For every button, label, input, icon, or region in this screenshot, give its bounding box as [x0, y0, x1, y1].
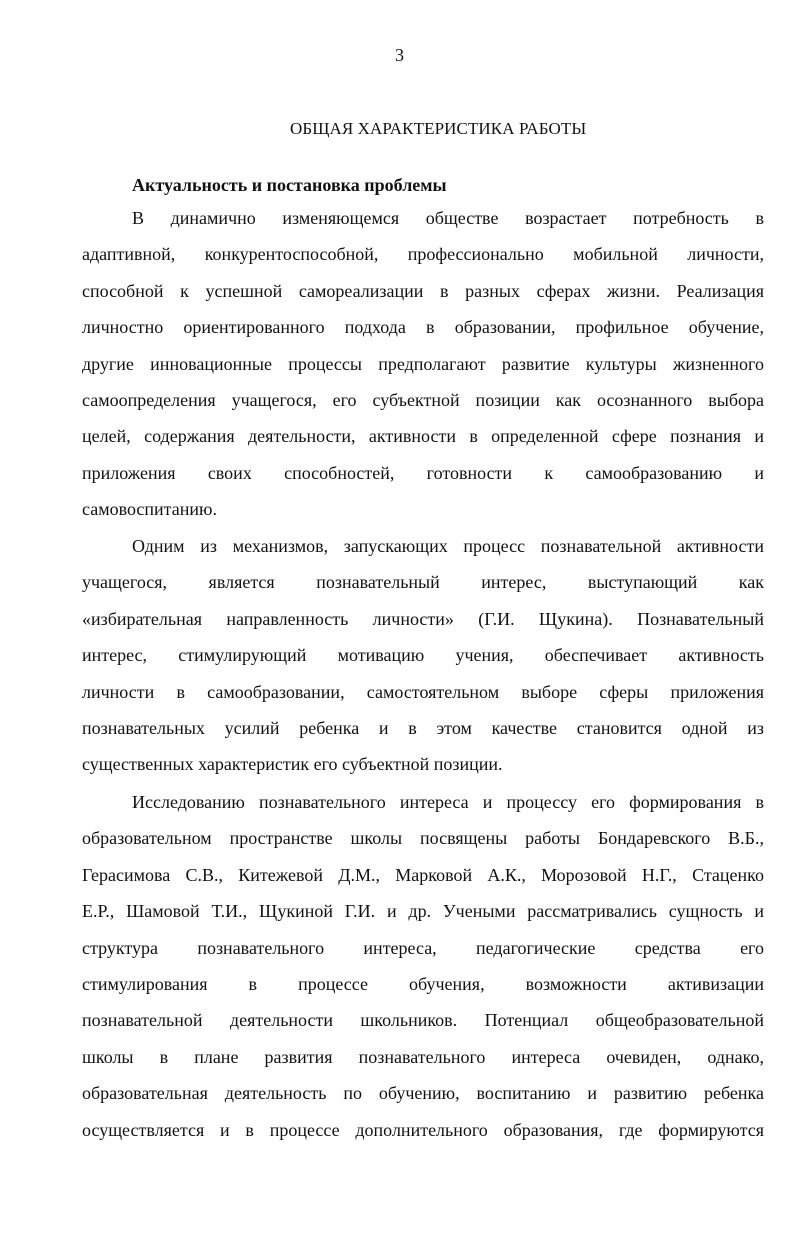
paragraph-3 — [82, 784, 764, 1148]
paragraph-2-line-3: «избирательная направленность личности» (Г.И. Щукина). Познавательный — [82, 608, 764, 629]
paragraph-1-line-6: самоопределения учащегося, его субъектной позиции как осознанного выбора — [82, 390, 764, 411]
paragraph-3-line-7: познавательной деятельности школьников. Потенциал общеобразовательной — [82, 1010, 764, 1031]
paragraph-1-line-1: В динамично изменяющемся обществе возрастает потребность в — [132, 208, 764, 228]
paragraph-3-line-6: стимулирования в процессе обучения, возможности активизации — [82, 974, 764, 995]
paragraph-1-line-4: личностно ориентированного подхода в образовании, профильное обучение, — [82, 317, 764, 338]
paragraph-2-line-4: интерес, стимулирующий мотивацию учения, обеспечивает активность — [82, 645, 764, 666]
paragraph-3-line-3: Герасимова С.В., Китежевой Д.М., Марковой А.К., Морозовой Н.Г., Стаценко — [82, 864, 764, 885]
paragraph-3-line-5: структура познавательного интереса, педагогические средства его — [82, 937, 764, 958]
section-title: ОБЩАЯ ХАРАКТЕРИСТИКА РАБОТЫ — [290, 119, 587, 138]
paragraph-2-line-1: Одним из механизмов, запускающих процесс познавательной активности — [132, 536, 764, 556]
paragraph-3-line-1: Исследованию познавательного интереса и процессу его формирования в — [132, 792, 764, 812]
paragraph-3-line-8: школы в плане развития познавательного интереса очевиден, однако, — [82, 1046, 764, 1067]
paragraph-2 — [82, 528, 764, 783]
paragraph-1-line-5: другие инновационные процессы предполагают развитие культуры жизненного — [82, 353, 764, 374]
paragraph-2-line-2: учащегося, является познавательный интерес, выступающий как — [82, 572, 764, 593]
paragraph-3-line-2: образовательном пространстве школы посвящены работы Бондаревского В.Б., — [82, 828, 764, 849]
paragraph-3-line-10: осуществляется и в процессе дополнительного образования, где формируются — [82, 1119, 764, 1140]
paragraph-2-line-7: существенных характеристик его субъектной позиции. — [82, 754, 503, 775]
paragraph-1-line-8: приложения своих способностей, готовности к самообразованию и — [82, 462, 764, 483]
paragraph-1-line-2: адаптивной, конкурентоспособной, профессионально мобильной личности, — [82, 244, 764, 265]
paragraph-2-line-5: личности в самообразовании, самостоятельном выборе сферы приложения — [82, 681, 764, 702]
paragraph-3-line-9: образовательная деятельность по обучению, воспитанию и развитию ребенка — [82, 1083, 764, 1104]
paragraph-1-line-7: целей, содержания деятельности, активности в определенной сфере познания и — [82, 426, 764, 447]
paragraph-1-line-9: самовоспитанию. — [82, 499, 217, 520]
paragraph-2-line-6: познавательных усилий ребенка и в этом качестве становится одной из — [82, 718, 764, 739]
page-number: 3 — [395, 45, 404, 65]
subsection-heading: Актуальность и постановка проблемы — [132, 175, 447, 195]
paragraph-3-line-4: Е.Р., Шамовой Т.И., Щукиной Г.И. и др. Учеными рассматривались сущность и — [82, 901, 764, 922]
paragraph-1-line-3: способной к успешной самореализации в разных сферах жизни. Реализация — [82, 280, 764, 301]
paragraph-1 — [82, 200, 764, 528]
